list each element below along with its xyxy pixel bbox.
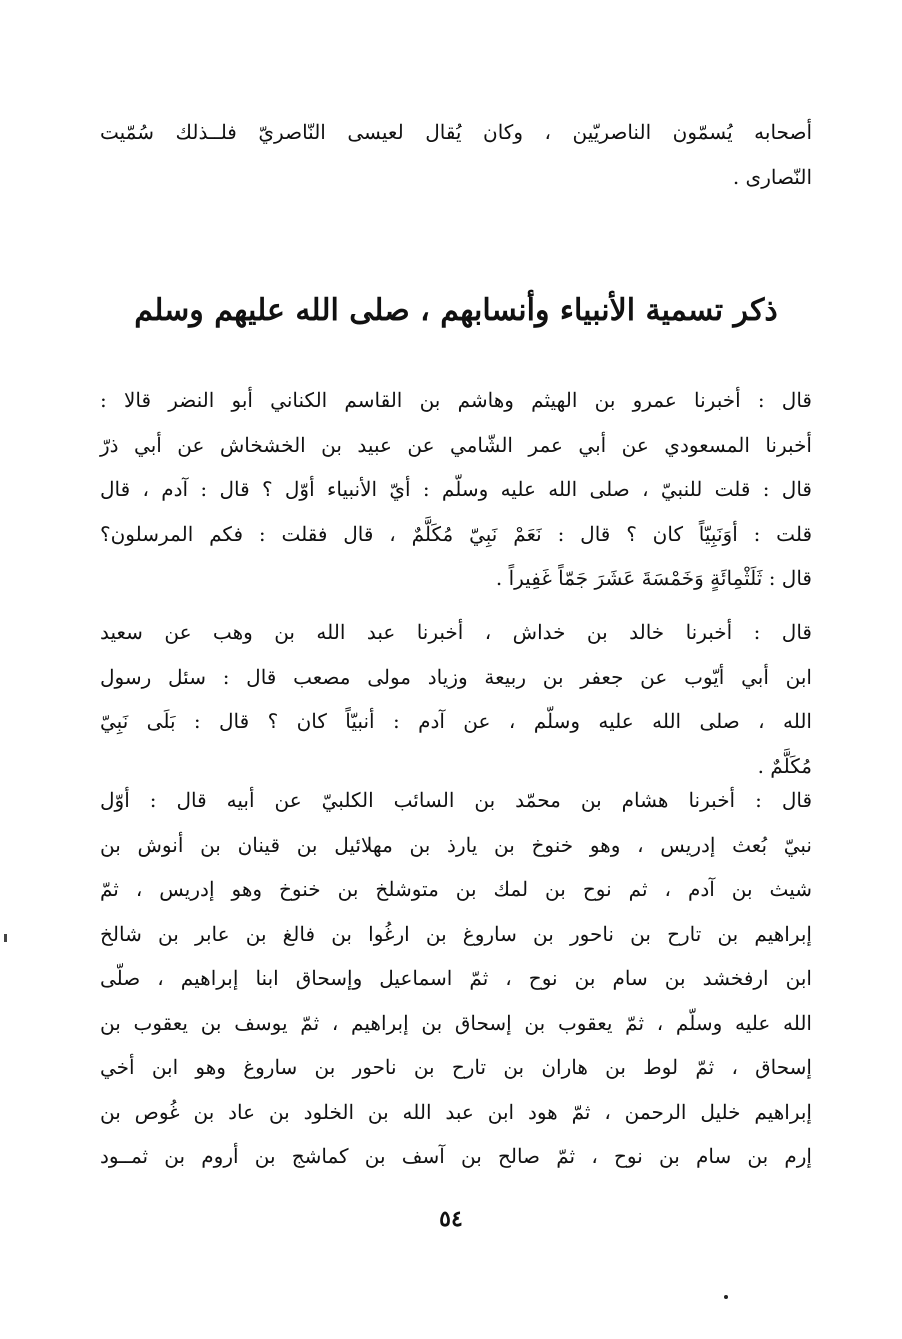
text-line: ابن أبي أيّوب عن جعفر بن ربيعة وزياد مولى مصعب قال : سئل رسول bbox=[100, 664, 812, 689]
text-line: إسحاق ، ثمّ لوط بن هاران بن تارح بن ناحور بن ساروغ وهو ابن أخي bbox=[100, 1055, 812, 1079]
text-line: إبراهيم خليل الرحمن ، ثمّ هود ابن عبد الله بن الخلود بن عاد بن غُوص بن bbox=[100, 1099, 812, 1124]
text-line: مُكَلَّمٌ . bbox=[757, 753, 812, 778]
text-line: إبراهيم بن تارح بن ناحور بن ساروغ بن ارغُوا بن فالغ بن عابر بن شالخ bbox=[100, 921, 812, 946]
paragraph-2 bbox=[100, 610, 812, 788]
text-line: إرم بن سام بن نوح ، ثمّ صالح بن آسف بن كماشج بن أروم بن ثمــود bbox=[100, 1144, 812, 1168]
text-line: نبيّ بُعث إدريس ، وهو خنوخ بن يارذ بن مهلائيل بن قينان بن أنوش بن bbox=[100, 832, 812, 857]
text-line: شيث بن آدم ، ثم نوح بن لمك بن متوشلخ بن خنوخ وهو إدريس ، ثمّ bbox=[100, 877, 812, 901]
paragraph-3 bbox=[100, 778, 812, 1179]
text-line: الله عليه وسلّم ، ثمّ يعقوب بن إسحاق بن إبراهيم ، ثمّ يوسف بن يعقوب بن bbox=[100, 1010, 812, 1035]
text-line: قال : ثَلَثْمِائَةٍ وَخَمْسَةَ عَشَرَ جَمّاً غَفِيراً . bbox=[495, 566, 812, 590]
ink-speck bbox=[724, 1295, 728, 1299]
text-line: قال : قلت للنبيّ ، صلى الله عليه وسلّم : أيّ الأنبياء أوّل ؟ قال : آدم ، قال bbox=[100, 477, 812, 501]
text-line: الله ، صلى الله عليه وسلّم ، عن آدم : أنبيّاً كان ؟ قال : بَلَى نَبِيّ bbox=[100, 709, 812, 733]
text-line: قلت : أوَنَبِيّاً كان ؟ قال : نَعَمْ نَبِيّ مُكَلَّمٌ ، قال فقلت : فكم المرسلون؟ bbox=[100, 521, 812, 546]
paragraph-1 bbox=[100, 378, 812, 601]
intro-paragraph bbox=[100, 110, 812, 199]
margin-mark bbox=[4, 934, 7, 942]
text-line: ابن ارفخشد بن سام بن نوح ، ثمّ اسماعيل وإسحاق ابنا إبراهيم ، صلّى bbox=[100, 966, 812, 990]
page-number: ٥٤ bbox=[439, 1206, 463, 1232]
text-line: أخبرنا المسعودي عن أبي عمر الشّامي عن عبيد بن الخشخاش عن أبي ذرّ bbox=[100, 432, 812, 457]
section-heading: ذكر تسمية الأنبياء وأنسابهم ، صلى الله عليهم وسلم bbox=[134, 293, 778, 328]
text-line: أصحابه يُسمّون الناصريّين ، وكان يُقال لعيسى النّاصريّ فلــذلك سُمّيت bbox=[100, 120, 812, 144]
text-line: قال : أخبرنا خالد بن خداش ، أخبرنا عبد الله بن وهب عن سعيد bbox=[100, 620, 812, 644]
text-line: قال : أخبرنا هشام بن محمّد بن السائب الكلبيّ عن أبيه قال : أوّل bbox=[100, 788, 812, 812]
text-line: النّصارى . bbox=[732, 164, 812, 189]
text-line: قال : أخبرنا عمرو بن الهيثم وهاشم بن القاسم الكناني أبو النضر قالا : bbox=[100, 388, 812, 412]
